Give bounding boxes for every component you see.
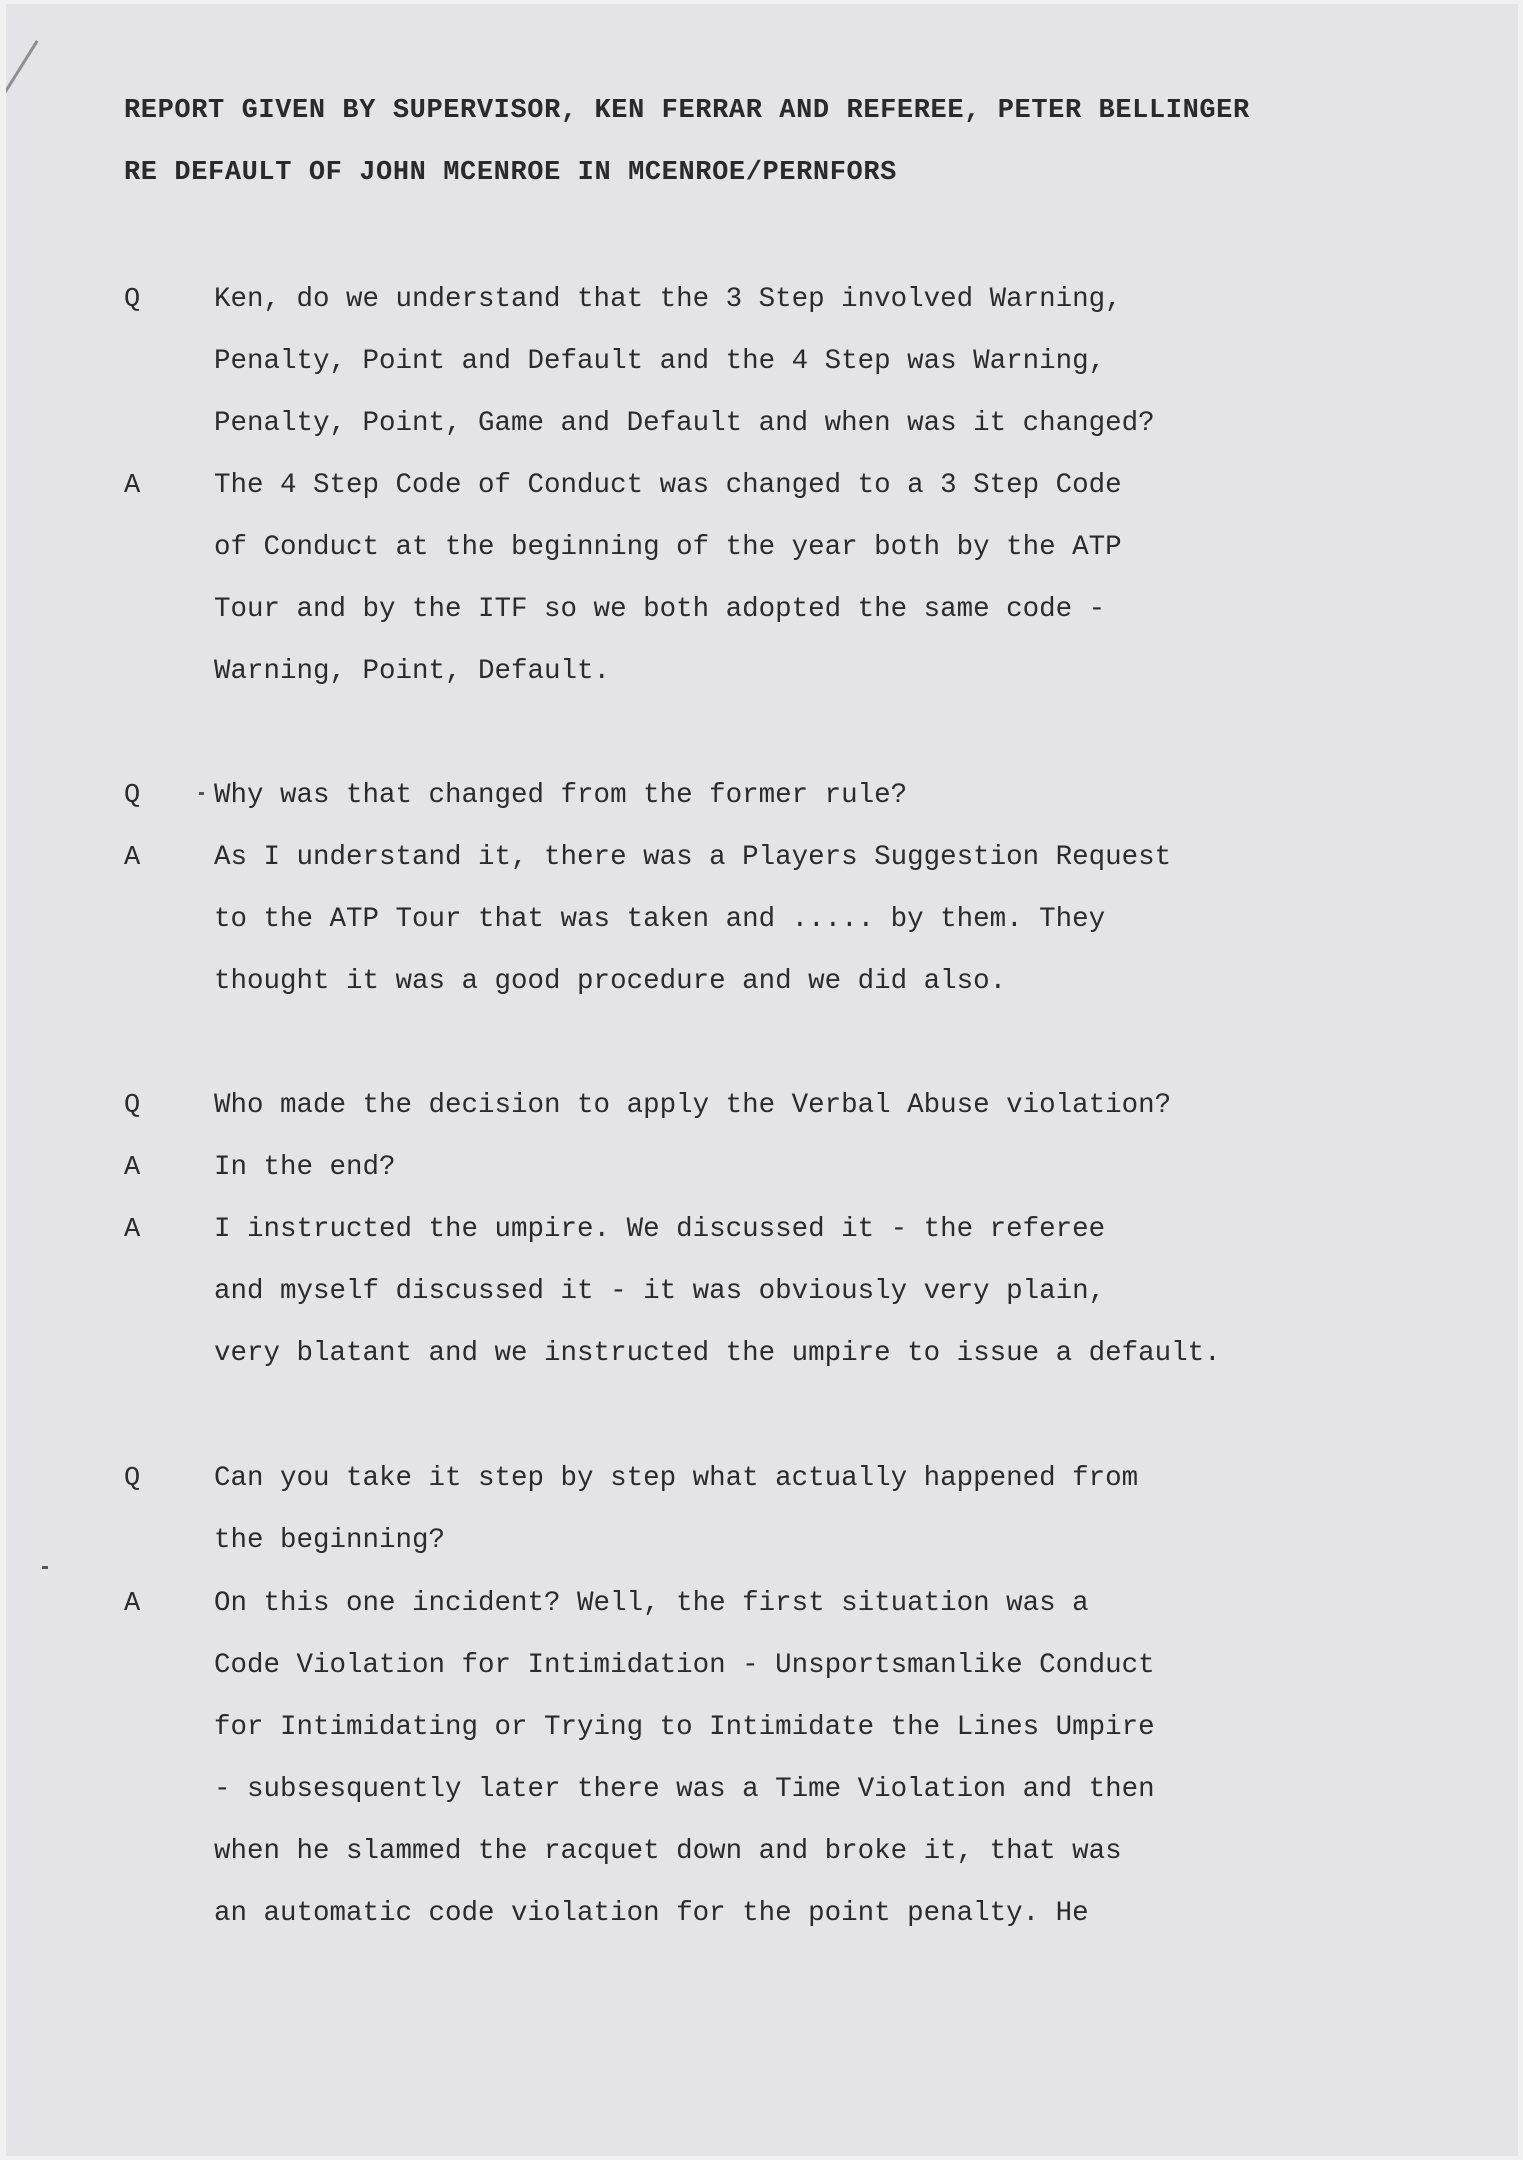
- report-subtitle: RE DEFAULT OF JOHN MCENROE IN MCENROE/PERNFORS: [124, 158, 897, 188]
- text-line: As I understand it, there was a Players Suggestion Request: [214, 842, 1172, 873]
- entry-text: [214, 1075, 1171, 1137]
- entry-text: [214, 1448, 1138, 1572]
- text-line: The 4 Step Code of Conduct was changed to a 3 Step Code: [214, 470, 1122, 501]
- speaker-label: Q: [124, 285, 141, 315]
- report-title: REPORT GIVEN BY SUPERVISOR, KEN FERRAR AND REFEREE, PETER BELLINGER: [124, 96, 1250, 126]
- speaker-label: A: [124, 1215, 141, 1245]
- text-line: Tour and by the ITF so we both adopted the same code -: [214, 594, 1106, 625]
- text-line: Penalty, Point, Game and Default and when was it changed?: [214, 408, 1155, 439]
- entry-text: [214, 1573, 1155, 1945]
- text-line: Why was that changed from the former rule?: [214, 780, 908, 811]
- text-line: In the end?: [214, 1152, 396, 1183]
- speaker-label: Q: [124, 781, 141, 811]
- text-line: Code Violation for Intimidation - Unsportsmanlike Conduct: [214, 1650, 1155, 1681]
- document-page: [6, 4, 1518, 2156]
- margin-speck: [199, 792, 204, 795]
- text-line: Ken, do we understand that the 3 Step involved Warning,: [214, 284, 1122, 315]
- text-line: I instructed the umpire. We discussed it - the referee: [214, 1214, 1106, 1245]
- entry-text: [214, 765, 907, 827]
- margin-speck: [42, 1566, 48, 1569]
- text-line: for Intimidating or Trying to Intimidate the Lines Umpire: [214, 1712, 1155, 1743]
- text-line: of Conduct at the beginning of the year both by the ATP: [214, 532, 1122, 563]
- text-line: when he slammed the racquet down and broke it, that was: [214, 1836, 1122, 1867]
- text-line: Warning, Point, Default.: [214, 656, 611, 687]
- text-line: and myself discussed it - it was obviously very plain,: [214, 1276, 1106, 1307]
- entry-text: [214, 827, 1171, 1013]
- entry-text: [214, 455, 1122, 703]
- text-line: to the ATP Tour that was taken and ..... by them. They: [214, 904, 1106, 935]
- text-line: the beginning?: [214, 1525, 446, 1556]
- text-line: On this one incident? Well, the first situation was a: [214, 1588, 1089, 1619]
- speaker-label: A: [124, 843, 141, 873]
- entry-text: [214, 269, 1155, 455]
- entry-text: [214, 1199, 1221, 1385]
- text-line: - subsesquently later there was a Time Violation and then: [214, 1774, 1155, 1805]
- entry-text: [214, 1137, 396, 1199]
- pen-mark: [6, 40, 39, 103]
- text-line: very blatant and we instructed the umpire to issue a default.: [214, 1338, 1221, 1369]
- speaker-label: A: [124, 471, 141, 501]
- text-line: an automatic code violation for the point penalty. He: [214, 1898, 1089, 1929]
- speaker-label: A: [124, 1153, 141, 1183]
- speaker-label: A: [124, 1589, 141, 1619]
- text-line: thought it was a good procedure and we did also.: [214, 966, 1007, 997]
- text-line: Penalty, Point and Default and the 4 Step was Warning,: [214, 346, 1106, 377]
- text-line: Who made the decision to apply the Verbal Abuse violation?: [214, 1090, 1172, 1121]
- text-line: Can you take it step by step what actually happened from: [214, 1463, 1139, 1494]
- speaker-label: Q: [124, 1091, 141, 1121]
- speaker-label: Q: [124, 1464, 141, 1494]
